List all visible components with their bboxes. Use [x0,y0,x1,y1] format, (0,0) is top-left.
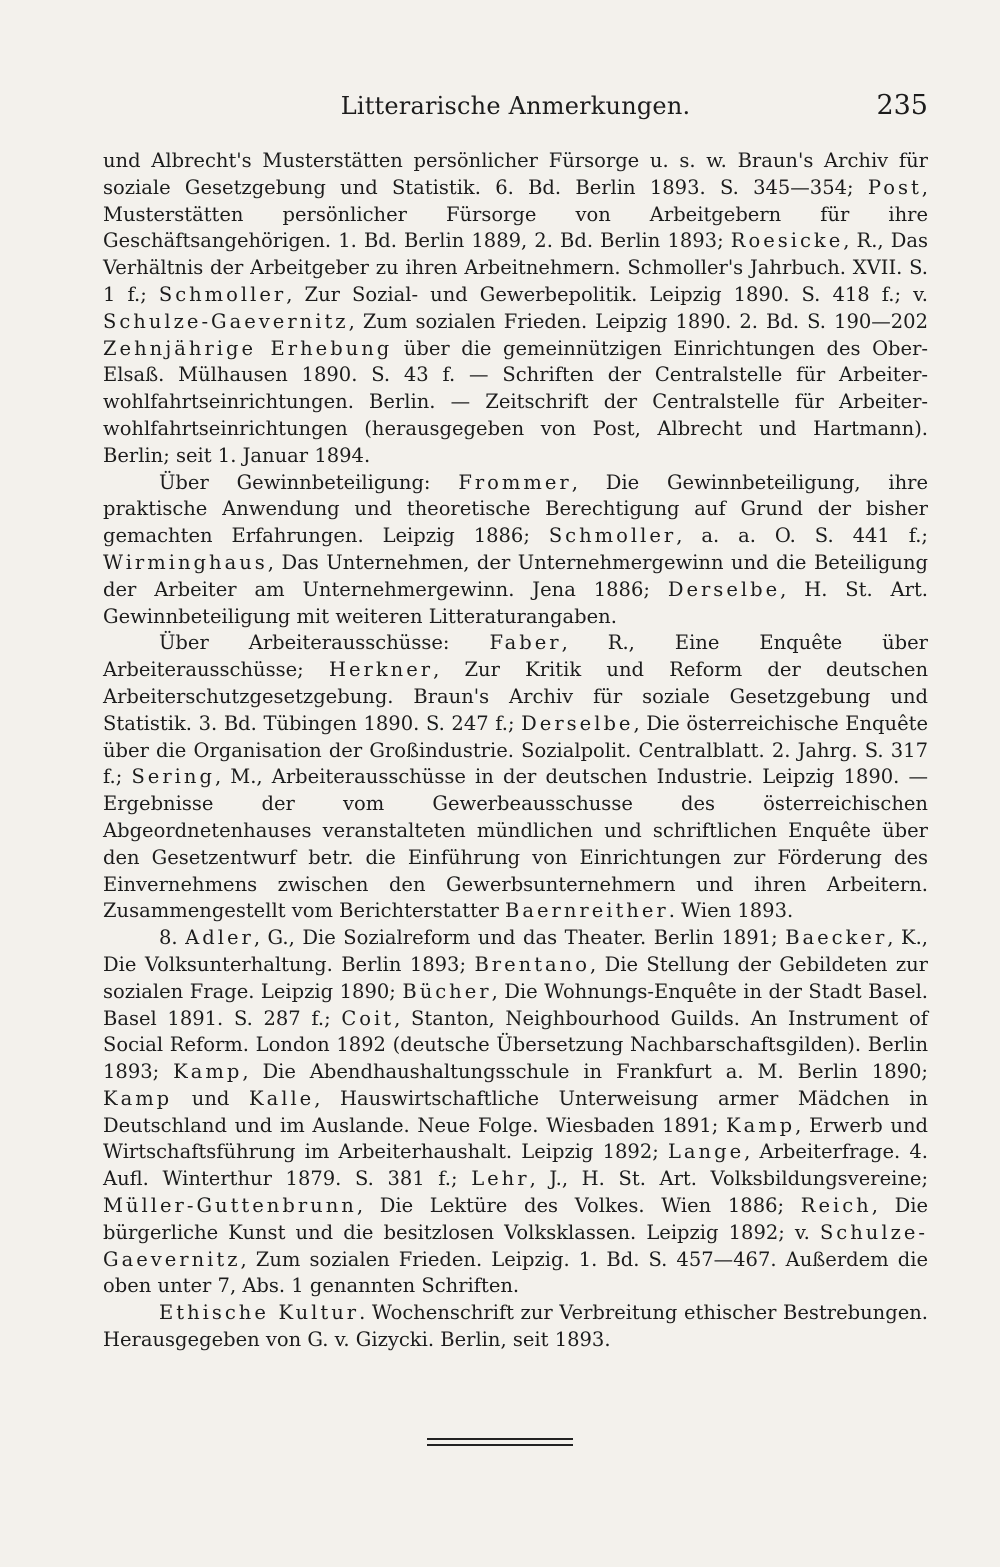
spaced-author-name: Herkner [328,658,434,682]
text-run: , Zur Sozial- und Gewerbepolitik. Leipzig 1890. S. 418 f.; v. [286,282,928,306]
spaced-author-name: Bücher [402,979,492,1003]
spaced-author-name: Baernreither [505,899,669,923]
text-run: , M., Arbeiterausschüsse in der deutschen Industrie. Leipzig 1890. — Ergebnisse der vom Gewerbeausschusse des österreichischen Abgeordnetenhauses veranstalteten mündlichen und schriftlichen Enquête über den Gesetzentwurf betr. die Einführung von Einrichtungen zur Förderung des Einvernehmens zwischen den Gewerbsunternehmern und ihren Arbeitern. Zusammengestellt vom Berichterstatter [103,765,928,923]
spaced-author-name: Schulze-Gaevernitz [103,309,349,333]
rule-line-top [427,1438,573,1440]
text-run: , Die bürgerliche Kunst und die besitzlosen Volksklassen. Leipzig 1892; v. [103,1194,928,1244]
spaced-author-name: Kamp [173,1060,243,1084]
text-run: , Zur Kritik und Reform der deutschen Arbeiterschutzgesetzgebung. Braun's Archiv für soziale Gesetzgebung und Statistik. 3. Bd. Tübingen 1890. S. 247 f.; [103,658,928,735]
end-double-rule [427,1438,573,1450]
text-run: Über Gewinnbeteiligung: [159,470,459,494]
text-run: , Die Gewinnbeteiligung, ihre praktische Anwendung und theoretische Berechtigung auf Grund der bisher gemachten Erfahrungen. Leipzig 1886; [103,470,928,548]
text-run: , Die Abendhaushaltungsschule in Frankfurt a. M. Berlin 1890; [242,1060,928,1084]
page-number: 235 [876,90,928,121]
spaced-author-name: Faber [489,631,562,655]
text-run: , J., H. St. Art. Volksbildungsvereine; [529,1167,929,1191]
text-run: , Die Lektüre des Volkes. Wien 1886; [356,1194,801,1218]
bibliography-paragraph [103,630,928,925]
spaced-author-name: Kamp [726,1113,796,1137]
rule-line-bottom [427,1444,573,1446]
text-run: , Stanton, Neighbourhood Guilds. An Instrument of Social Reform. London 1892 (deutsche Übersetzung Nachbarschaftsgilden). Berlin 1893; [103,1006,928,1084]
spaced-author-name: Frommer [458,470,572,494]
spaced-author-name: Kamp [103,1086,173,1110]
spaced-author-name: Ethische Kultur [159,1301,360,1325]
running-title: Litterarische Anmerkungen. [340,92,691,120]
spaced-author-name: Lehr [471,1167,530,1191]
bibliography-paragraph [103,1300,928,1354]
spaced-author-name: Zehnjährige Erhebung [103,336,393,360]
text-run: , R., Eine Enquête über Arbeiterausschüsse; [103,631,928,682]
spaced-author-name: Roesicke [730,229,844,253]
spaced-author-name: Schulze-Gaevernitz [103,1220,928,1271]
text-run: , Hauswirtschaftliche Unterweisung armer Mädchen in Deutschland und im Auslande. Neue Folge. Wiesbaden 1891; [103,1086,928,1137]
spaced-author-name: Müller-Guttenbrunn [103,1194,357,1218]
running-head [103,88,928,124]
text-run: und Albrecht's Musterstätten persönlicher Fürsorge u. s. w. Braun's Archiv für soziale Gesetzgebung und Statistik. 6. Bd. Berlin 1893. S. 345—354; [103,149,928,199]
text-run: , Die österreichische Enquête über die Organisation der Großindustrie. Sozialpolit. Centralblatt. 2. Jahrg. S. 317 f.; [103,711,928,789]
text-run: , Musterstätten persönlicher Fürsorge von Arbeitgebern für ihre Geschäftsangehörigen. 1. Bd. Berlin 1889, 2. Bd. Berlin 1893; [103,175,928,253]
text-run: , R., Das Verhältnis der Arbeitgeber zu ihren Arbeitnehmern. Schmoller's Jahrbuch. XVII. S. 1 f.; [103,229,928,306]
text-run: , Die Stellung der Gebildeten zur sozialen Frage. Leipzig 1890; [103,952,928,1003]
text-run: , Erwerb und Wirtschaftsführung im Arbeiterhaushalt. Leipzig 1892; [103,1113,928,1164]
spaced-author-name: Coit [341,1006,395,1030]
text-run: . Wochenschrift zur Verbreitung ethischer Bestrebungen. Herausgegeben von G. v. Gizycki. Berlin, seit 1893. [103,1301,928,1352]
text-run: über die gemeinnützigen Einrichtungen des Ober-Elsaß. Mülhausen 1890. S. 43 f. — Schriften der Centralstelle für Arbeiter-wohlfahrtseinrichtungen. Berlin. — Zeitschrift der Centralstelle für Arbeiter-wohlfahrtseinrichtungen (herausgegeben von Post, Albrecht und Hartmann). Berlin; seit 1. Januar 1894. [103,336,928,467]
spaced-author-name: Schmoller [158,282,287,306]
text-run: , Die Wohnungs-Enquête in der Stadt Basel. Basel 1891. S. 287 f.; [103,979,929,1030]
text-run: , Zum sozialen Frieden. Leipzig 1890. 2. Bd. S. 190—202 [348,309,928,333]
text-run: 8. [159,926,186,950]
spaced-author-name: Post [867,175,922,199]
spaced-author-name: Derselbe [521,711,634,735]
bibliography-paragraph [103,925,928,1300]
text-run: Über Arbeiterausschüsse: [159,631,490,655]
spaced-author-name: Adler [185,926,254,950]
text-run: , Zum sozialen Frieden. Leipzig. 1. Bd. S. 457—467. Außerdem die oben unter 7, Abs. 1 genannten Schriften. [103,1247,928,1298]
text-run: , Arbeiterfrage. 4. Aufl. Winterthur 1879. S. 381 f.; [103,1140,928,1191]
spaced-author-name: Schmoller [548,524,677,548]
text-run: , K., Die Volksunterhaltung. Berlin 1893; [103,926,928,976]
spaced-author-name: Lange [667,1140,745,1164]
spaced-author-name: Reich [800,1194,872,1218]
spaced-author-name: Sering [131,765,215,789]
text-run: , H. St. Art. Gewinnbeteiligung mit weiteren Litteraturangaben. [103,577,928,628]
text-run: , a. a. O. S. 441 f.; [676,524,928,548]
spaced-author-name: Baecker [785,926,888,950]
spaced-author-name: Brentano [474,952,590,976]
spaced-author-name: Derselbe [667,577,781,601]
text-run: , G., Die Sozialreform und das Theater. Berlin 1891; [253,926,786,950]
body-text [103,148,928,1354]
spaced-author-name: Wirminghaus [103,550,268,574]
bibliography-paragraph [103,470,928,631]
text-run: , Das Unternehmen, der Unternehmergewinn und die Beteiligung der Arbeiter am Unternehmergewinn. Jena 1886; [103,550,928,601]
text-run: . Wien 1893. [668,899,794,923]
spaced-author-name: Kalle [249,1086,315,1110]
text-run: und [172,1086,250,1110]
bibliography-paragraph [103,148,928,470]
